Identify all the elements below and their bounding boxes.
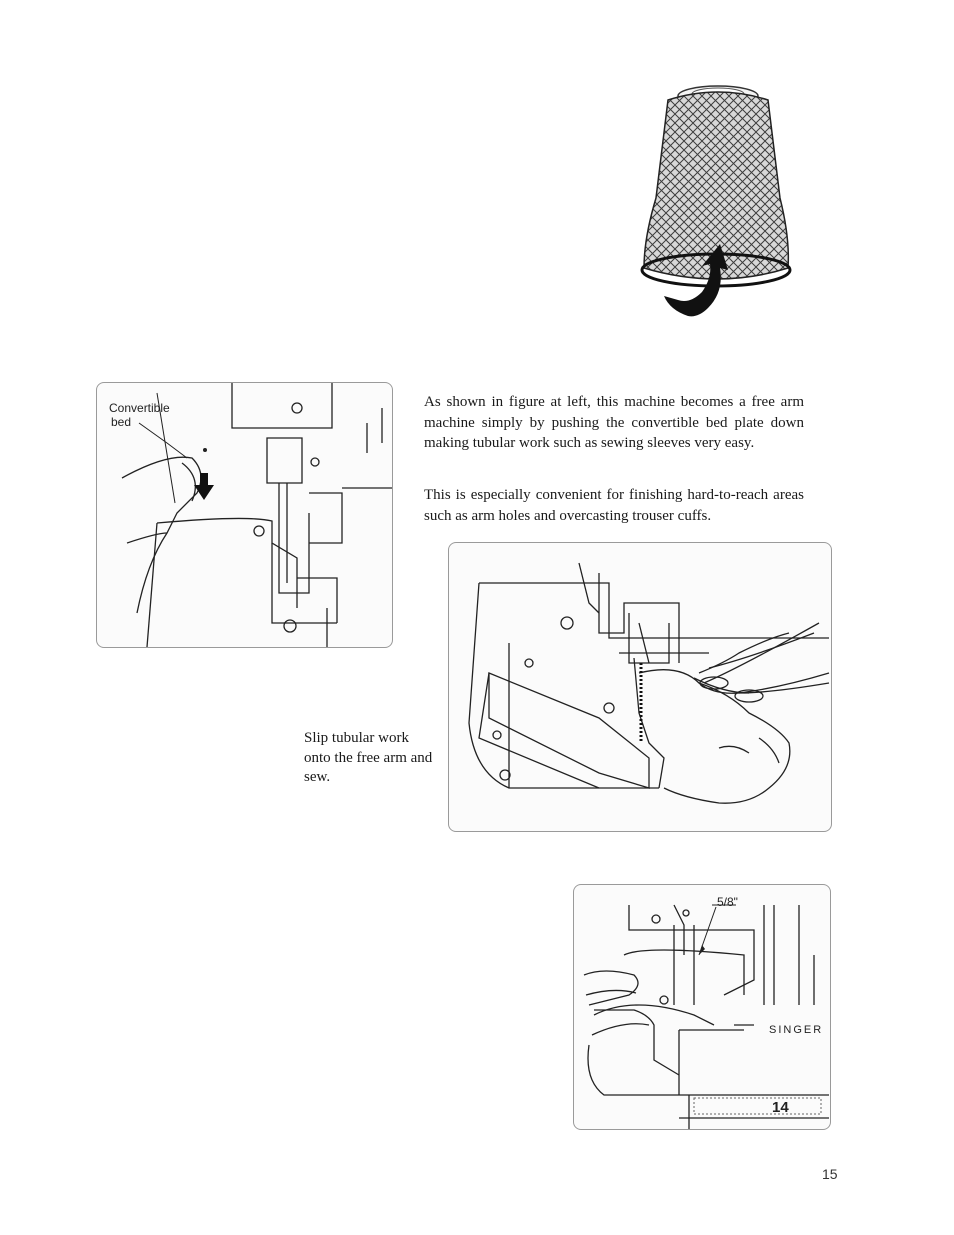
- seam-guide-illustration: [574, 885, 830, 1129]
- page-number: 15: [822, 1166, 838, 1182]
- convertible-bed-figure: [96, 382, 393, 648]
- free-arm-paragraph: As shown in figure at left, this machine becomes a free arm machine simply by pushing the convertible bed plate down making tubular work such as sewing sleeves very easy.: [424, 394, 804, 451]
- thread-net-illustration: [630, 78, 805, 328]
- convertible-label-line1: Convertible: [109, 401, 170, 415]
- convertible-label-line2: bed: [111, 415, 132, 429]
- tubular-work-illustration: [449, 543, 831, 831]
- hard-to-reach-paragraph: This is especially convenient for finishing hard-to-reach areas such as arm holes and overcasting trouser cuffs.: [424, 487, 804, 524]
- convertible-bed-illustration: [97, 383, 392, 647]
- brand-label: SINGER: [769, 1024, 824, 1036]
- model-label: 14: [772, 1099, 789, 1116]
- tubular-work-figure: [448, 542, 832, 832]
- seam-guide-figure: [573, 884, 831, 1130]
- tubular-work-caption: Slip tubular work onto the free arm and sew.: [304, 730, 433, 785]
- seam-measure-label: 5/8": [717, 895, 738, 909]
- thread-net-figure: [630, 78, 805, 328]
